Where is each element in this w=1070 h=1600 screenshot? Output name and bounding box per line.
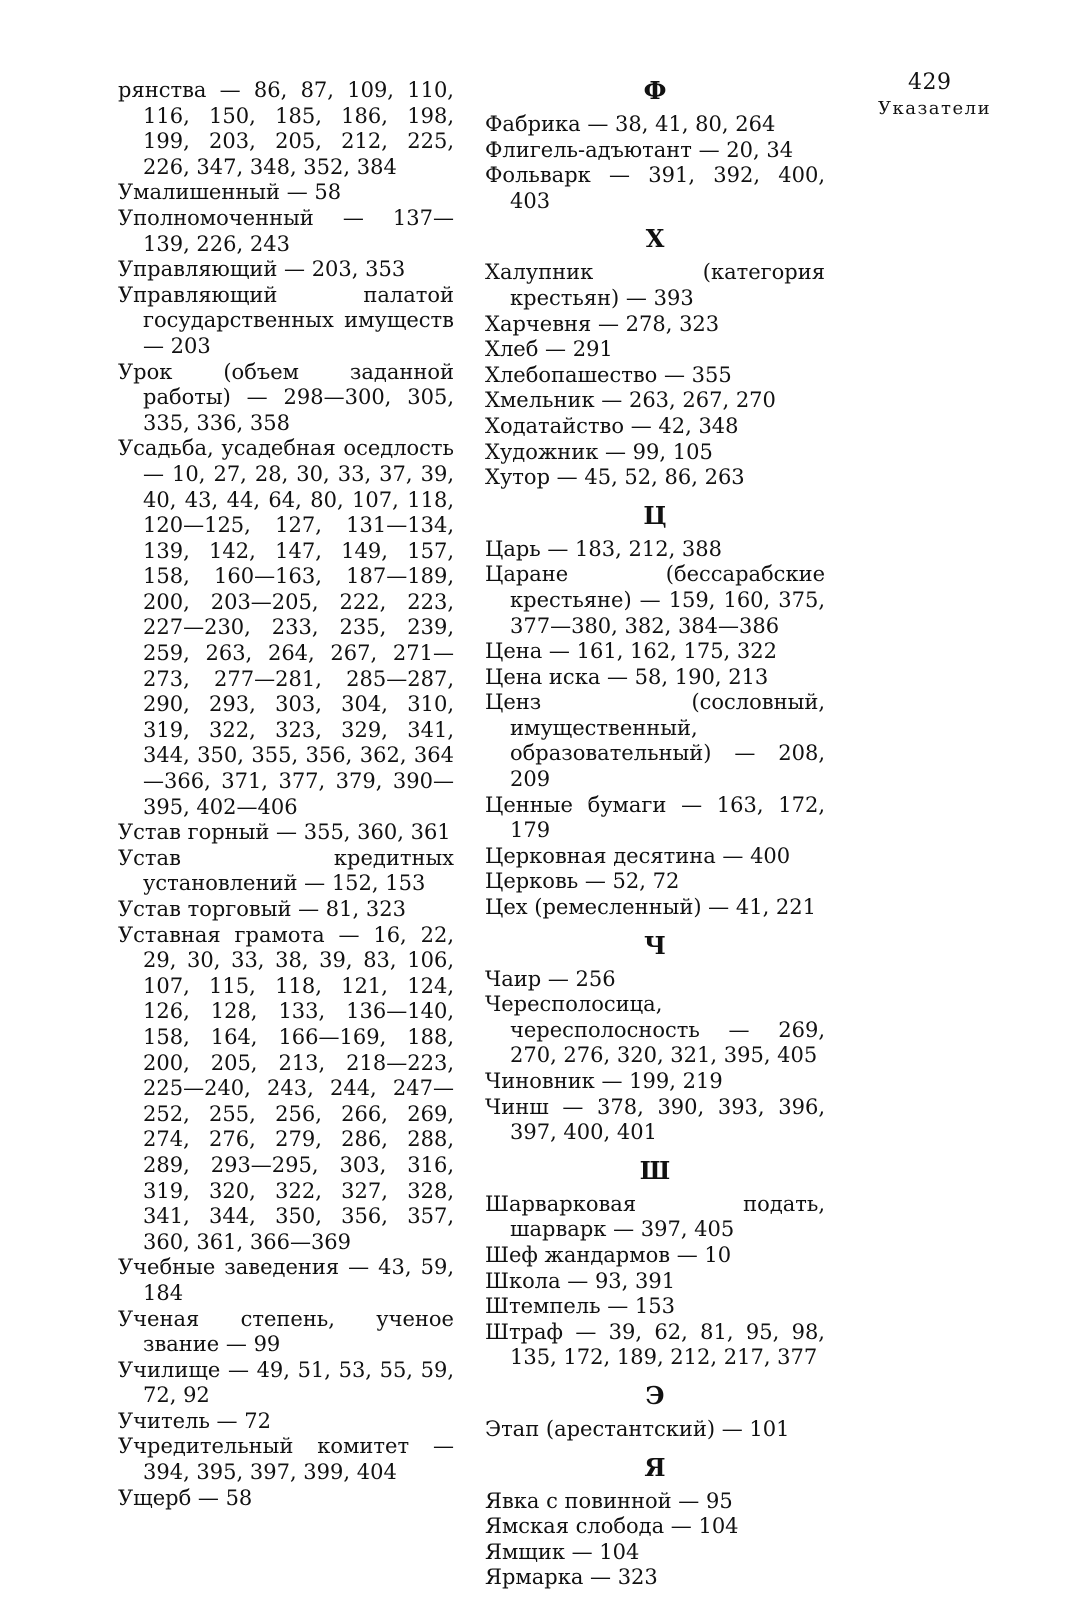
index-entry: Шеф жандармов — 10	[485, 1242, 732, 1267]
index-entry: Чиновник — 199, 219	[485, 1069, 723, 1093]
index-entry: Ущерб — 58	[118, 1485, 253, 1510]
section-letter: Ч	[644, 930, 666, 960]
index-entry: Царане (бессарабские крестьяне) — 159, 160, 375, 377—380, 382, 384—386	[485, 562, 825, 638]
index-entry: Шарварковая подать, шарварк — 397, 405	[485, 1191, 825, 1242]
index-entry: Хлебопашество — 355	[485, 362, 732, 387]
index-entry: Фабрика — 38, 41, 80, 264	[485, 112, 776, 136]
index-entry: Учебные заведения — 43, 59, 184	[118, 1255, 454, 1305]
index-entry: Уполномоченный — 137—139, 226, 243	[118, 205, 454, 256]
index-entry: Ямская слобода — 104	[485, 1514, 739, 1539]
index-entry: Ямщик — 104	[485, 1539, 640, 1564]
index-entry: Флигель-адъютант — 20, 34	[485, 137, 794, 162]
index-entry: Явка с повинной — 95	[485, 1488, 733, 1513]
index-column-right	[485, 78, 825, 1591]
index-entry: Чересполосица, чересполосность — 269, 270, 276, 320, 321, 395, 405	[485, 992, 825, 1068]
index-entry: Хлеб — 291	[485, 337, 613, 362]
index-entry: Управляющий — 203, 353	[118, 257, 406, 282]
index-entry: Уставная грамота — 16, 22, 29, 30, 33, 38, 39, 83, 106, 107, 115, 118, 121, 124, 126, 128, 133, 136—140, 158, 164, 166—169, 188, 200, 205, 213, 218—223, 225—240, 243, 244, 247—252, 255, 256, 266, 269, 274, 276, 279, 286, 288, 289, 293—295, 303, 316, 319, 320, 322, 327, 328, 341, 344, 350, 356, 357, 360, 361, 366—369	[118, 922, 454, 1254]
index-entry: Урок (объем заданной работы) — 298—300, 305, 335, 336, 358	[118, 359, 454, 435]
index-entry: Училище — 49, 51, 53, 55, 59, 72, 92	[118, 1357, 454, 1408]
index-entry: Чинш — 378, 390, 393, 396, 397, 400, 401	[485, 1094, 825, 1145]
index-entry: Школа — 93, 391	[485, 1268, 676, 1293]
index-entry: Учитель — 72	[118, 1408, 271, 1433]
running-head: Указатели	[878, 98, 992, 119]
index-entry: рянства — 86, 87, 109, 110, 116, 150, 185, 186, 198, 199, 203, 205, 212, 225, 226, 347, 348, 352, 384	[118, 78, 454, 179]
index-entry: Художник — 99, 105	[485, 439, 713, 464]
section-letter: Ф	[643, 76, 667, 105]
index-column-left	[118, 78, 454, 1511]
section-letter: Э	[645, 1380, 665, 1410]
index-entry: Устав торговый — 81, 323	[118, 897, 406, 921]
index-entry: Цена — 161, 162, 175, 322	[485, 639, 777, 664]
index-entry: Этап (арестантский) — 101	[485, 1416, 790, 1441]
index-entry: Чаир — 256	[485, 966, 616, 991]
index-entry: Ценные бумаги — 163, 172, 179	[485, 792, 825, 843]
index-entry: Хмельник — 263, 267, 270	[485, 388, 776, 413]
index-entry: Ходатайство — 42, 348	[485, 413, 739, 438]
index-entry: Халупник (категория крестьян) — 393	[485, 260, 825, 310]
index-entry: Ценз (сословный, имущественный, образовательный) — 208, 209	[485, 690, 825, 792]
page-number: 429	[908, 70, 952, 95]
section-letter: Ц	[643, 500, 667, 530]
index-entry: Цена иска — 58, 190, 213	[485, 664, 769, 689]
index-entry: Штраф — 39, 62, 81, 95, 98, 135, 172, 189, 212, 217, 377	[485, 1319, 825, 1370]
index-entry: Хутор — 45, 52, 86, 263	[485, 465, 745, 490]
index-entry: Устав горный — 355, 360, 361	[118, 820, 451, 845]
index-entry: Управляющий палатой государственных имуществ — 203	[118, 282, 454, 358]
index-entry: Цех (ремесленный) — 41, 221	[485, 895, 817, 920]
index-entry: Учредительный комитет — 394, 395, 397, 399, 404	[118, 1434, 454, 1485]
index-entry: Царь — 183, 212, 388	[485, 536, 723, 561]
index-entry: Ярмарка — 323	[485, 1565, 658, 1590]
index-entry: Церковь — 52, 72	[485, 869, 680, 894]
section-letter: Ш	[639, 1155, 671, 1185]
index-entry: Церковная десятина — 400	[485, 843, 791, 868]
index-entry: Харчевня — 278, 323	[485, 311, 720, 336]
section-letter: Я	[644, 1452, 666, 1482]
index-entry: Умалишенный — 58	[118, 180, 342, 205]
index-entry: Ученая степень, ученое звание — 99	[118, 1306, 454, 1357]
section-letter: Х	[645, 224, 665, 254]
index-entry: Штемпель — 153	[485, 1294, 675, 1319]
index-entry: Усадьба, усадебная оседлость — 10, 27, 28, 30, 33, 37, 39, 40, 43, 44, 64, 80, 107, 118, 120—125, 127, 131—134, 139, 142, 147, 149, 157, 158, 160—163, 187—189, 200, 203—205, 222, 223, 227—230, 233, 235, 239, 259, 263, 264, 267, 271—273, 277—281, 285—287, 290, 293, 303, 304, 310, 319, 322, 323, 329, 341, 344, 350, 355, 356, 362, 364—366, 371, 377, 379, 390—395, 402—406	[118, 436, 454, 819]
index-entry: Фольварк — 391, 392, 400, 403	[485, 163, 825, 213]
index-entry: Устав кредитных установлений — 152, 153	[118, 845, 454, 896]
